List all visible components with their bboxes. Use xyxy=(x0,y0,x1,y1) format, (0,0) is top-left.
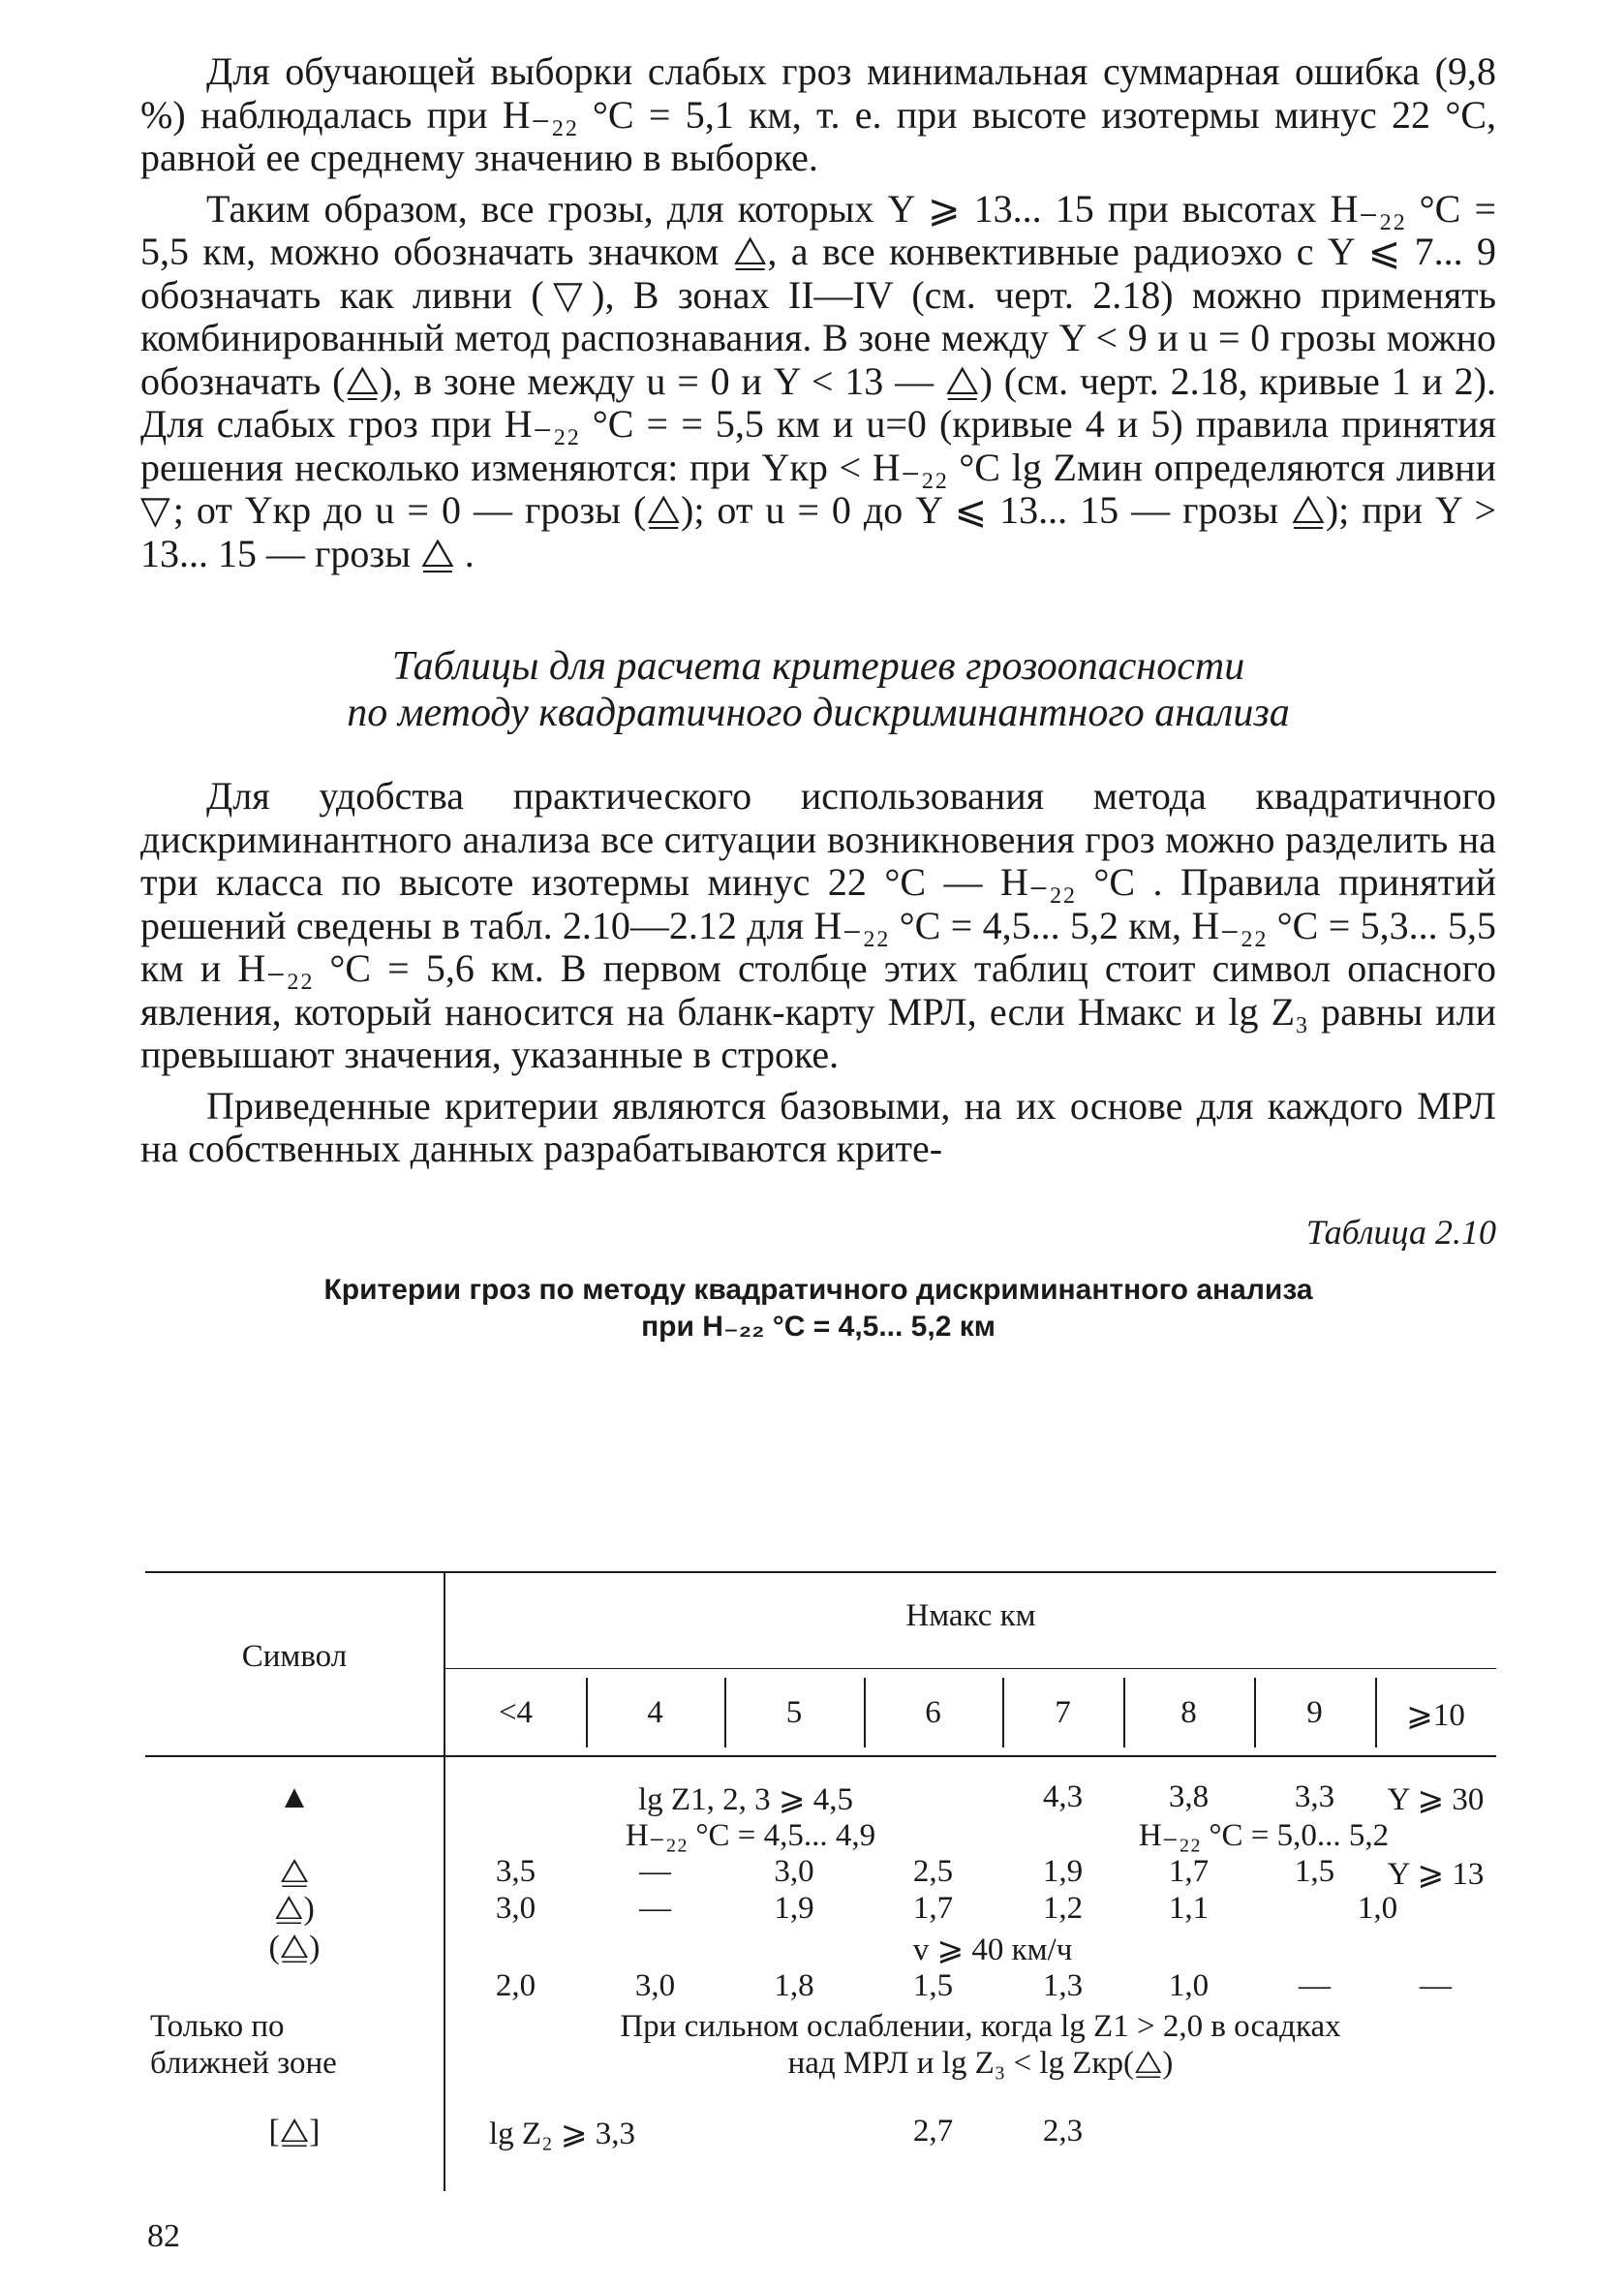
section-heading-line: Таблицы для расчета критериев грозоопасности xyxy=(391,644,1245,689)
cell-value: 2,0 xyxy=(495,1968,536,2003)
condition-label: H₋₂₂ °C = 5,0... 5,2 xyxy=(1138,1818,1390,1853)
cell-value: 2,3 xyxy=(1042,2114,1084,2149)
header-sub-rule xyxy=(445,1668,1496,1669)
column-header: 4 xyxy=(647,1695,663,1730)
note-text: над МРЛ и lg Z₃ < lg Zкр(⧋) xyxy=(787,2046,1174,2081)
section-heading-line: по методу квадратичного дискриминантного анализа xyxy=(347,691,1290,735)
paragraph: Приведенные критерии являются базовыми, на их основе для каждого МРЛ на собственных данных разрабатываются крите- xyxy=(140,1083,1496,1170)
table-title: Критерии гроз по методу квадратичного дискриминантного анализа xyxy=(323,1273,1313,1306)
cell-value: 1,5 xyxy=(1294,1854,1335,1889)
page-number: 82 xyxy=(147,2218,180,2254)
column-header: 9 xyxy=(1306,1695,1323,1730)
cell-value: 3,5 xyxy=(495,1854,536,1889)
page-body xyxy=(140,50,1496,1345)
column-header: 7 xyxy=(1055,1695,1071,1730)
cell-value: 1,5 xyxy=(912,1968,954,2003)
paragraph: Таким образом, все грозы, для которых Y ⩾ 13... 15 при высотах H₋₂₂ °C = 5,5 км, можно обозначать значком ⧋, а все конвективные радиоэхо с Y ⩽ 7... 9 обозначать как ливни (▽), В зонах II—IV (см. черт. 2.18) можно применять комбинированный метод распознавания. В зоне между Y < 9 и u = 0 грозы можно обозначать (⧋), в зоне между u = 0 и Y < 13 — ⧋) (см. черт. 2.18, кривые 1 и 2). Для слабых гроз при H₋₂₂ °C = = 5,5 км и u=0 (кривые 4 и 5) правила принятия решения несколько изменяются: при Yкр < H₋₂₂ °C lg Zмин определяются ливни ▽; от Yкр до u = 0 — грозы (⧋); от u = 0 до Y ⩽ 13... 15 — грозы ⧋); при Y > 13... 15 — грозы ⧋ . xyxy=(140,186,1496,575)
symbol-label: Только по xyxy=(150,2009,285,2044)
table-label: Таблица 2.10 xyxy=(1305,1212,1496,1252)
cell-value: — xyxy=(1420,1968,1452,2003)
cell-value: — xyxy=(1299,1968,1331,2003)
column-header: 6 xyxy=(925,1695,941,1730)
paragraph: Для обучающей выборки слабых гроз минимальная суммарная ошибка (9,8 %) наблюдалась при H₋₂₂ °C = 5,1 км, т. е. при высоте изотермы минус 22 °C, равной ее среднему значению в выборке. xyxy=(140,49,1496,179)
symbol-thunderstorm-icon: ⧋) xyxy=(274,1891,315,1927)
header-bottom-rule xyxy=(145,1755,1496,1757)
paragraph: Для удобства практического использования метода квадратичного дискриминантного анализа все ситуации возникновения гроз можно разделить на три класса по высоте изотермы минус 22 °C — H₋₂₂ °C . Правила принятий решений сведены в табл. 2.10—2.12 для H₋₂₂ °C = 4,5... 5,2 км, H₋₂₂ °C = 5,3... 5,5 км и H₋₂₂ °C = 5,6 км. В первом столбце этих таблиц стоит символ опасного явления, который наносится на бланк-карту МРЛ, если Hмакс и lg Z₃ равны или превышают значения, указанные в строке. xyxy=(140,774,1496,1076)
cell-value: 3,0 xyxy=(774,1854,814,1889)
cell-value: 1,0 xyxy=(1357,1891,1398,1926)
symbol-thunderstorm-icon: [⧋] xyxy=(268,2114,321,2149)
table-top-rule xyxy=(145,1571,1496,1573)
column-header: ⩾10 xyxy=(1406,1698,1465,1733)
cell-value: 1,0 xyxy=(1168,1968,1210,2003)
cell-value: 3,3 xyxy=(1294,1779,1335,1814)
column-header: 5 xyxy=(785,1695,803,1730)
cell-value: Y ⩾ 13 xyxy=(1387,1857,1485,1892)
cell-value: lg Z₂ ⩾ 3,3 xyxy=(489,2117,635,2151)
table-subtitle: при H₋₂₂ °C = 4,5... 5,2 км xyxy=(641,1310,996,1343)
cell-value: 1,9 xyxy=(1042,1854,1084,1889)
cell-value: 1,3 xyxy=(1042,1968,1084,2003)
criteria-table xyxy=(145,1571,1496,2191)
cell-value: 2,7 xyxy=(912,2114,954,2149)
cell-value: Y ⩾ 30 xyxy=(1387,1782,1485,1817)
cell-value: 1,1 xyxy=(1168,1891,1210,1926)
cell-value: 1,9 xyxy=(774,1891,814,1926)
cell-value: 3,8 xyxy=(1168,1779,1210,1814)
cell-value: lg Z1, 2, 3 ⩾ 4,5 xyxy=(638,1782,853,1817)
note-text: При сильном ослаблении, когда lg Z1 > 2,0 в осадках xyxy=(620,2009,1341,2044)
header-hmax: Hмакс км xyxy=(905,1598,1036,1633)
symbol-thunderstorm-icon: (⧋) xyxy=(268,1930,321,1965)
cell-value: 1,7 xyxy=(912,1891,954,1926)
symbol-thunderstorm-hail-icon: ▲ xyxy=(278,1779,311,1815)
column-header: <4 xyxy=(498,1695,534,1730)
cell-value: 3,0 xyxy=(495,1891,536,1926)
cell-value: — xyxy=(639,1891,671,1926)
cell-value: 1,2 xyxy=(1042,1891,1084,1926)
cell-value: 2,5 xyxy=(912,1854,954,1889)
cell-value: 4,3 xyxy=(1042,1779,1084,1814)
symbol-thunderstorm-icon: ⧋ xyxy=(279,1854,310,1890)
symbol-label: ближней зоне xyxy=(150,2046,337,2081)
condition-label: H₋₂₂ °C = 4,5... 4,9 xyxy=(625,1818,876,1853)
cell-value: 3,0 xyxy=(634,1968,676,2003)
column-header: 8 xyxy=(1180,1695,1197,1730)
header-symbol: Символ xyxy=(241,1639,348,1674)
condition-label: v ⩾ 40 км/ч xyxy=(912,1932,1073,1967)
cell-value: 1,8 xyxy=(774,1968,814,2003)
cell-value: — xyxy=(639,1854,671,1889)
cell-value: 1,7 xyxy=(1168,1854,1210,1889)
